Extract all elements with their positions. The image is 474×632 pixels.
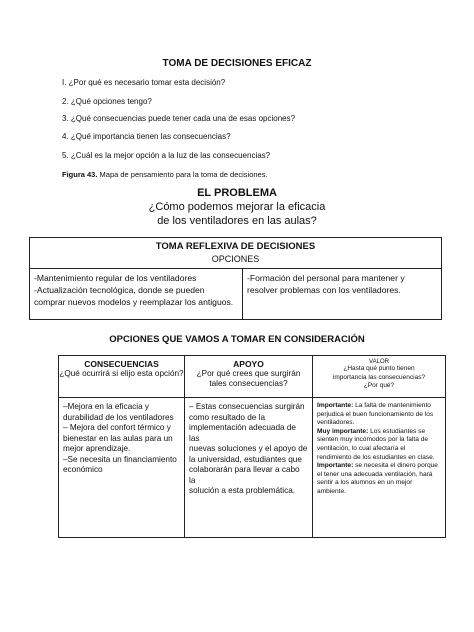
section-heading: OPCIONES QUE VAMOS A TOMAR EN CONSIDERACIÓN [109,334,365,345]
question-4: 4. ¿Qué importancia tienen las consecuencias? [62,132,231,141]
value-question: ¿Por qué? [363,382,395,389]
body-text: perjudica el buen funcionamiento de los [317,410,434,418]
problem-heading: EL PROBLEMA [197,187,277,199]
support-question: tales consecuencias? [209,379,288,388]
body-line [317,411,441,420]
consequences-question: ¿Qué ocurrirá si elijo esta opción? [59,369,184,378]
consequences-body [59,398,184,480]
body-line [317,471,441,480]
support-header [185,356,312,398]
body-line [317,488,441,497]
body-text: sentir a los alumnos en un mejor [317,479,413,487]
value-header [313,356,445,398]
support-column [185,356,313,537]
body-line: mejor aprendizaje. [63,444,131,453]
consequences-column [59,356,185,537]
body-line: –Mejora en la eficacia y [63,402,150,411]
consequences-heading: CONSECUENCIAS [84,359,159,369]
body-line: durabilidad de los ventiladores [63,412,174,422]
body-line: bienestar en las aulas para un [63,433,173,443]
body-line [317,462,441,471]
value-heading: VALOR [369,359,389,365]
body-line: solución a esta problemática. [189,486,296,495]
figure-caption-text: Mapa de pensamiento para la toma de decisiones. [97,170,268,179]
body-line: nuevas soluciones y el apoyo de [189,444,308,453]
body-line [317,402,441,411]
body-text: el tener una adecuada ventilación, hará [317,470,433,478]
option-line: -Actualización tecnológica, donde se pueden [34,285,205,295]
body-line: la universidad, estudiantes que [189,454,302,464]
body-text: se necesita el dinero porque [353,462,438,470]
question-5: 5. ¿Cuál es la mejor opción a la luz de las consecuencias? [62,151,271,160]
body-line [317,454,441,463]
decisions-table [29,237,442,320]
page-title: TOMA DE DECISIONES EFICAZ [162,58,312,69]
body-line: – Mejora del confort térmico y [63,423,171,432]
body-line [317,419,441,428]
support-body [185,398,312,501]
options-subheading: OPCIONES [211,254,260,264]
body-text: ventilación, lo cual afectaría el [317,444,406,452]
body-line: –Se necesita un financiamiento [63,454,177,464]
question-3: 3. ¿Qué consecuencias puede tener cada una de esas opciones? [62,114,296,123]
body-text: La falta de mantenimiento [353,402,431,409]
decisions-table-header [30,238,441,269]
importance-label: Muy importante: [317,427,369,435]
problem-line-1: ¿Cómo podemos mejorar la eficacia [148,201,326,213]
value-body [313,398,445,501]
question-1: I. ¿Por qué es necesario tomar esta decisión? [62,78,226,87]
option-line: resolver problemas con los ventiladores. [247,285,401,295]
question-2: 2. ¿Qué opciones tengo? [62,97,152,106]
options-right-cell [243,268,441,320]
options-left-cell [30,268,243,320]
consequences-header [59,356,184,398]
consideration-table [58,355,446,538]
option-line: comprar nuevos modelos y reemplazar los antiguos. [34,297,234,307]
body-line [317,479,441,488]
body-line: colaborarán para llevar a cabo la [189,465,300,485]
value-column [313,356,445,537]
support-heading: APOYO [233,359,264,369]
support-question: ¿Por qué crees que surgirán [196,369,301,378]
body-line: económico [63,465,103,474]
importance-label: Importante: [317,462,354,470]
problem-line-2: de los ventiladores en las aulas? [157,215,317,227]
body-text: ambiente. [317,487,346,495]
body-line: como resultado de la [189,412,266,422]
figure-label: Figura 43. [62,170,98,179]
body-text: ventiladores. [317,419,355,427]
figure-caption [62,170,268,179]
body-line [317,436,441,445]
body-line: – Estas consecuencias surgirán [189,402,305,411]
body-line [317,428,441,437]
body-text: Los estudiantes se [368,427,426,435]
body-line: implementación adecuada de las [189,423,296,443]
decisions-heading: TOMA REFLEXIVA DE DECISIONES [155,241,316,252]
importance-label: Importante: [317,402,354,409]
body-line [317,445,441,454]
value-question: ¿Hasta qué punto tienen [343,365,415,372]
body-text: sienten muy incómodos por la falta de [317,436,429,444]
option-line: -Formación del personal para mantener y [247,273,405,283]
body-text: rendimiento de los estudiantes en clase. [317,453,435,461]
value-question: importancia las consecuencias? [332,373,426,381]
option-line: -Mantenimiento regular de los ventiladores [34,273,197,283]
